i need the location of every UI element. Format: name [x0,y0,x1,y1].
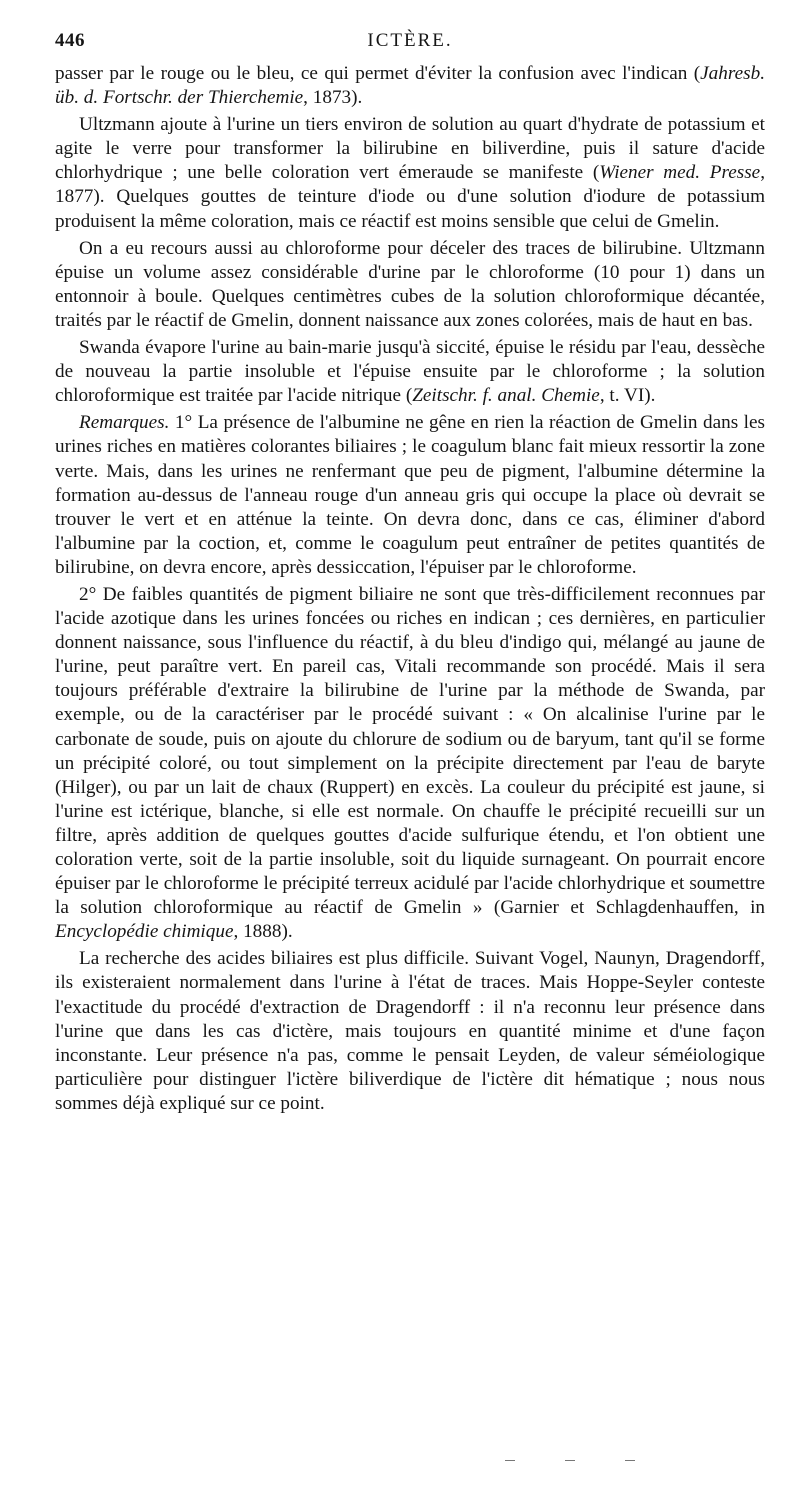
text-run: , 1873). [303,87,363,109]
text-run: Swanda évapore l'urine au bain-marie jusqu'à siccité, épuise le résidu par l'eau, dessèche de nouveau la partie insoluble et l'épuise ensuite par le chloroforme ; la solution chloroformique est traitée par l'acide nitrique ( [55,337,765,407]
italic-citation: Wiener med. Presse [599,162,761,184]
footer-mark [565,1460,575,1461]
text-run: , t. VI). [599,385,656,407]
footer-marks [0,1460,800,1470]
text-run: , 1877). Quelques gouttes de teinture d'iode ou d'une solution d'iodure de potassium produisent la même coloration, mais ce réactif est moins sensible que celui de Gmelin. [55,162,765,232]
text-run: 2° De faibles quantités de pigment biliaire ne sont que très-difficilement reconnues par l'acide azotique dans les urines foncées ou riches en indican ; ces dernières, en particulier donnent naissance, sous l'influence du réactif, à du bleu d'indigo qui, mélangé au jaune de l'urine, peut paraître vert. En pareil cas, Vitali recommande son procédé. Mais il sera toujours préférable d'extraire la bilirubine de l'urine par la méthode de Swanda, par exemple, ou de la caractériser par le procédé suivant : « On alcalinise l'urine par le carbonate de soude, puis on ajoute du chlorure de sodium ou de baryum, tant qu'il se forme un précipité coloré, ou tout simplement on la précipite directement par l'eau de baryte (Hilger), ou par un lait de chaux (Ruppert) en excès. La couleur du précipité est jaune, si l'urine est ictérique, blanche, si elle est normale. On chauffe le précipité recueilli sur un filtre, après addition de quelques gouttes d'acide sulfurique étendu, et l'on obtient une coloration verte, soit de la partie insoluble, soit du liquide surnageant. On pourrait encore épuiser par le chloroforme le précipité terreux acidulé par l'acide chlorhydrique et soumettre la solution chloroformique au réactif de Gmelin » (Garnier et Schlagdenhauffen, in [55,583,765,919]
text-run: On a eu recours aussi au chloroforme pour déceler des traces de bilirubine. Ultzmann épuise un volume assez considérable d'urine par le chloroforme (10 pour 1) dans un entonnoir à boule. Quelques centimètres cubes de la solution chloroformique décantée, traités par le réactif de Gmelin, donnent naissance aux zones colorées, mais de haut en bas. [55,237,765,331]
body-text [55,62,765,1116]
paragraph [55,237,765,333]
italic-citation: Remarques. [79,412,170,434]
paragraph [55,583,765,944]
italic-citation: Jahresb. üb. d. Fortschr. der Thierchemie [55,63,765,109]
footer-mark [625,1460,635,1461]
paragraph [55,411,765,580]
paragraph [55,947,765,1116]
running-header [55,30,765,62]
paragraph [55,336,765,408]
text-run: passer par le rouge ou le bleu, ce qui permet d'éviter la confusion avec l'indican ( [55,63,701,84]
text-run: 1° La présence de l'albumine ne gêne en rien la réaction de Gmelin dans les urines riches en matières colorantes biliaires ; le coagulum blanc fait mieux ressortir la zone verte. Mais, dans les urines ne renfermant que peu de pigment, l'albumine détermine la formation au-dessus de l'anneau rouge d'un anneau gris qui occupe la place où devrait se trouver le vert et en atténue la teinte. On devra donc, dans ce cas, éliminer d'abord l'albumine par la coction, et, comme le coagulum peut entraîner de petites quantités de bilirubine, on devra encore, après dessiccation, l'épuiser par le chloroforme. [55,412,765,578]
footer-mark [505,1460,515,1461]
italic-citation: Zeitschr. f. anal. Chemie [412,385,600,407]
text-run: , 1888). [233,921,293,943]
italic-citation: Encyclopédie chimique [55,921,234,943]
page-number: 446 [55,30,85,51]
text-run: La recherche des acides biliaires est plus difficile. Suivant Vogel, Naunyn, Dragendorff, ils existeraient normalement dans l'urine à l'état de traces. Mais Hoppe-Seyler conteste l'exactitude du procédé d'extraction de Dragendorff : il n'a reconnu leur présence dans l'urine que dans les cas d'ictère, mais toujours en quantité minime et d'une façon inconstante. Leur présence n'a pas, comme le pensait Leyden, de valeur séméiologique particulière pour distinguer l'ictère biliverdique de l'ictère dit hématique ; nous nous sommes déjà expliqué sur ce point. [55,948,765,1114]
document-page [55,30,765,1116]
running-title: ICTÈRE. [367,30,453,51]
paragraph [55,113,765,233]
text-run: Ultzmann ajoute à l'urine un tiers environ de solution au quart d'hydrate de potassium et agite le verre pour transformer la bilirubine en biliverdine, puis il sature d'acide chlorhydrique ; une belle coloration vert émeraude se manifeste ( [55,114,765,184]
paragraph [55,62,765,110]
